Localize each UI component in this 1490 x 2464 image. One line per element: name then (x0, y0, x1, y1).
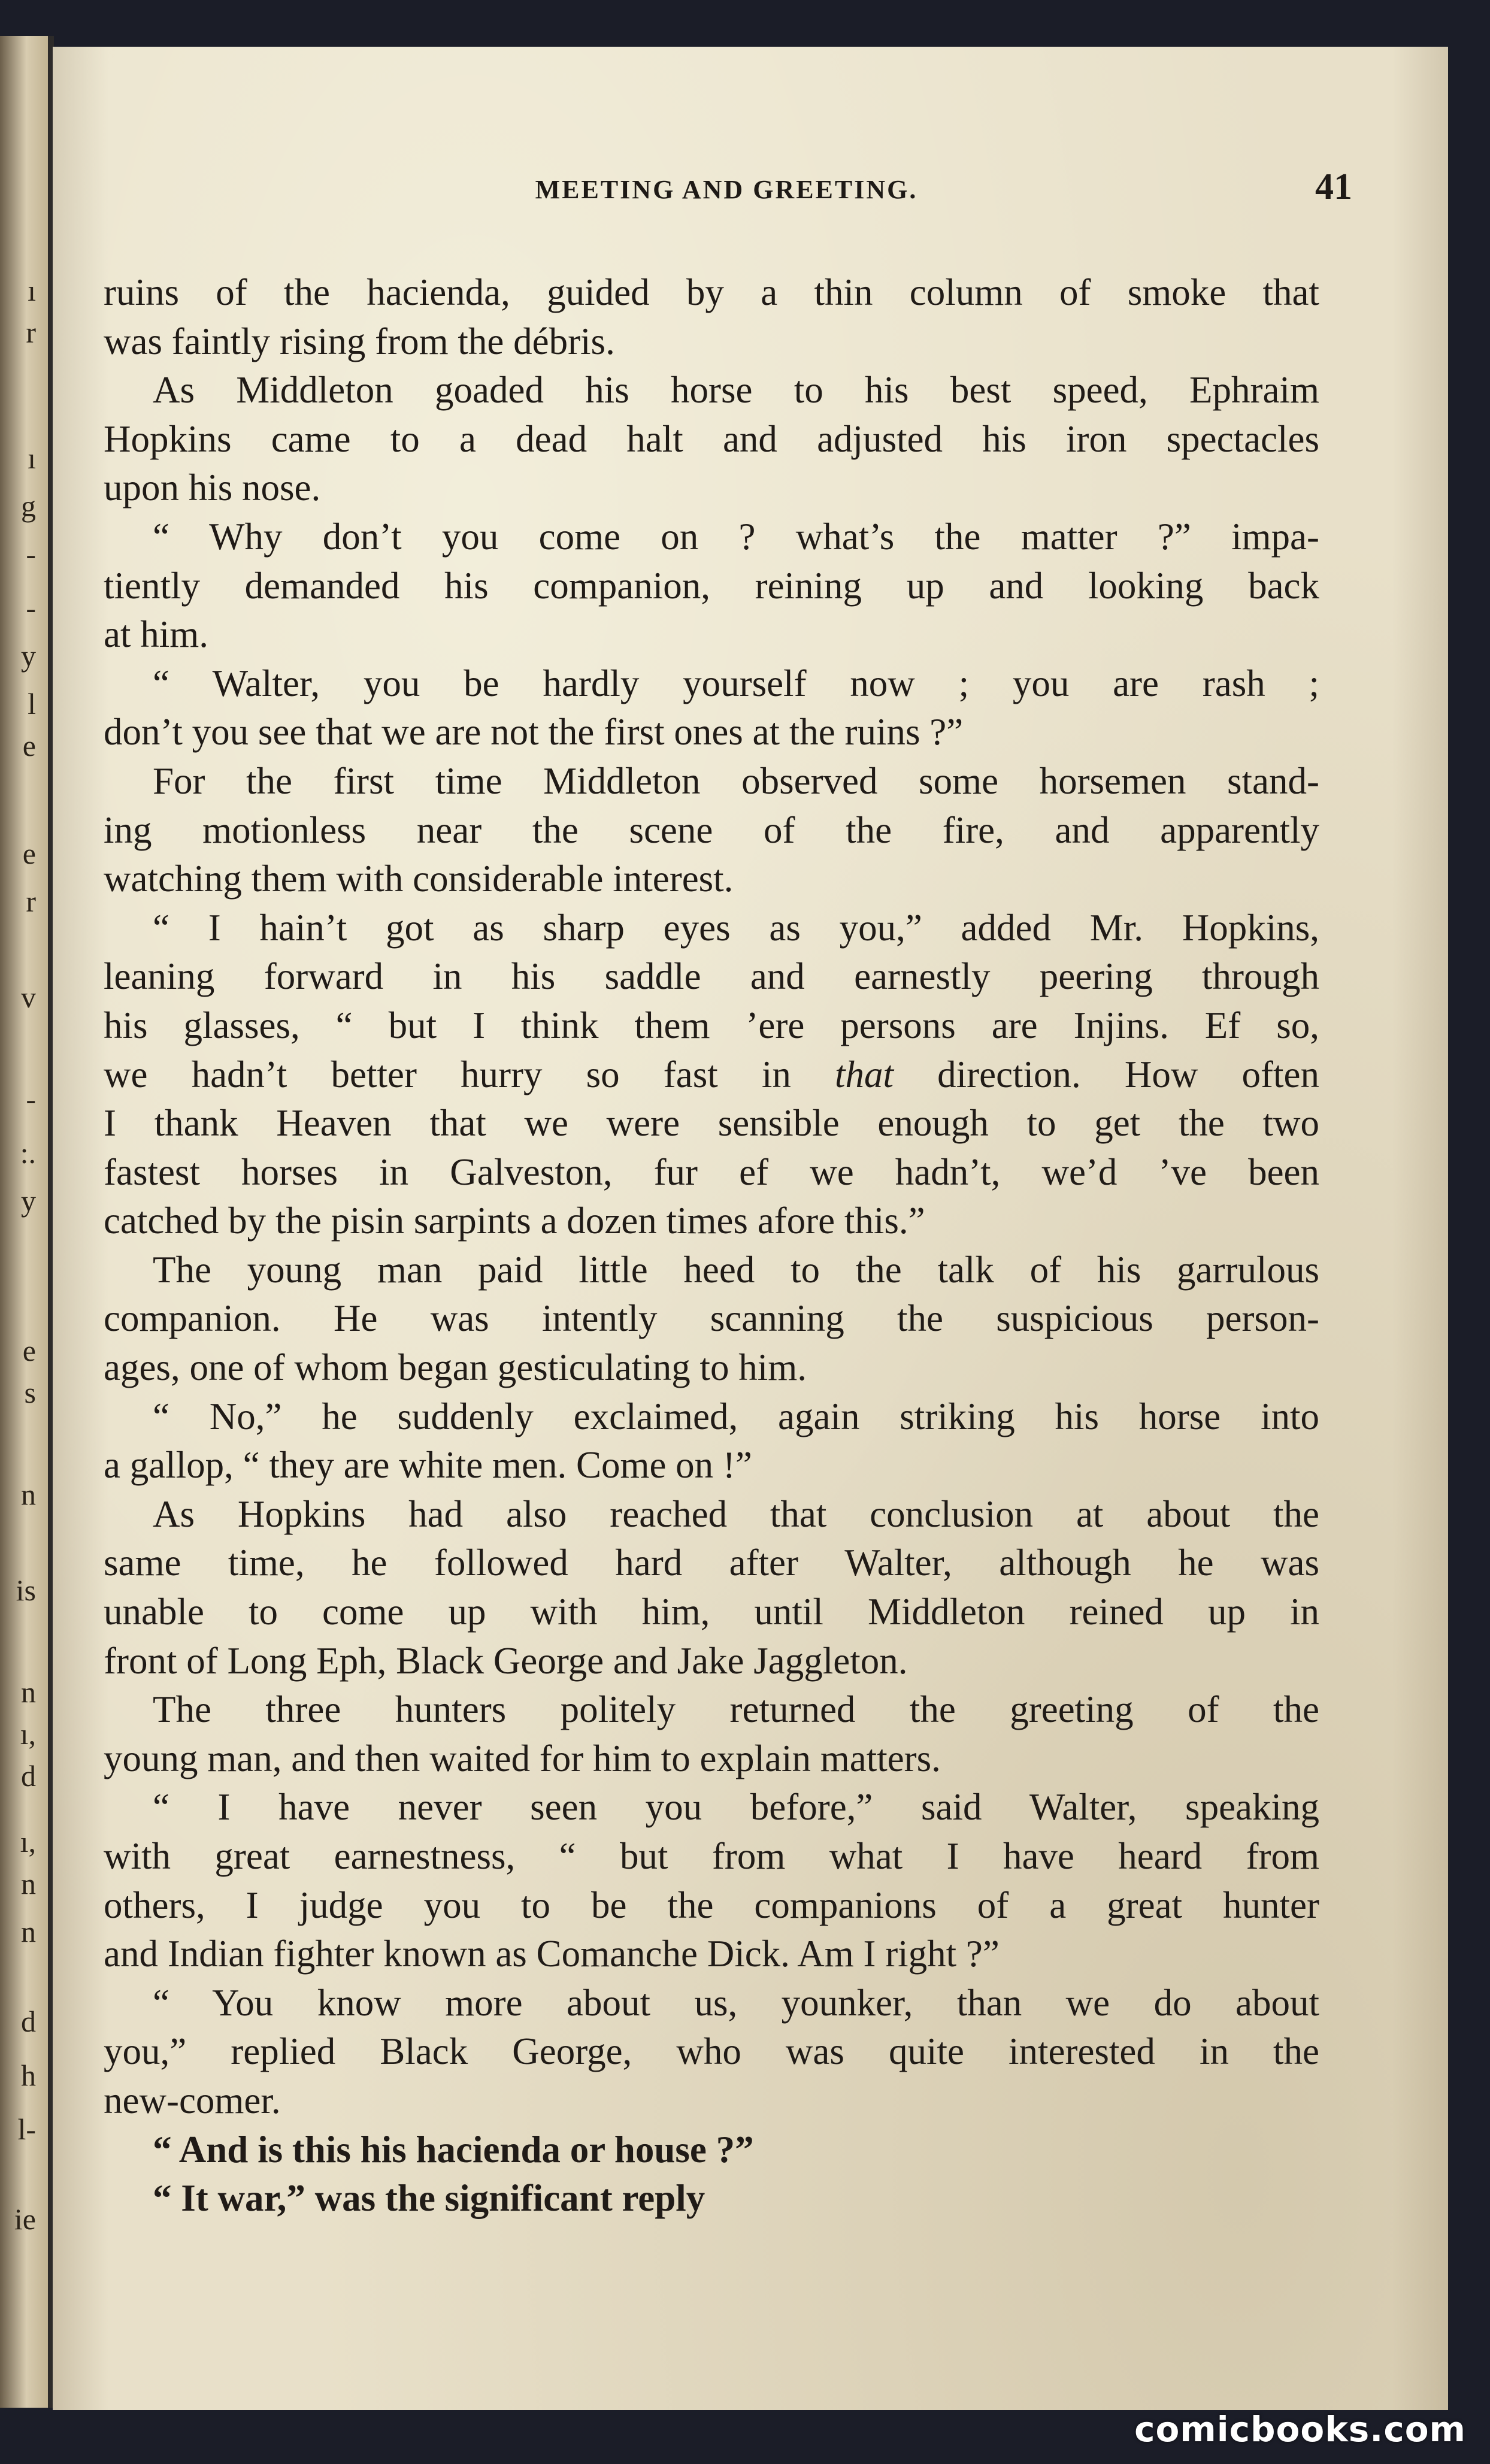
paragraph (104, 1246, 1319, 1393)
text-line: don’t you see that we are not the first ones at the ruins ?” (104, 711, 964, 753)
facing-page-fragment: ı (28, 274, 36, 307)
paragraph (104, 1490, 1319, 1685)
facing-page-fragment: d (21, 2005, 36, 2038)
text-line: For the first time Middleton observed some horsemen stand- (153, 759, 1319, 802)
text-line: a gallop, “ they are white men. Come on !” (104, 1444, 752, 1487)
facing-page-fragment: r (26, 316, 36, 349)
text-line: young man, and then waited for him to explain matters. (104, 1737, 941, 1779)
text-line: ing motionless near the scene of the fire, and apparently (104, 809, 1319, 851)
facing-page-fragment: ı, (20, 1717, 36, 1751)
facing-page-edge (0, 36, 48, 2408)
paragraph (104, 2126, 1319, 2175)
paragraph (104, 659, 1319, 757)
text-line: tiently demanded his companion, reining up and looking back (104, 564, 1319, 607)
facing-page-fragment: r (26, 885, 36, 918)
text-line: with great earnestness, “ but from what I have heard from (104, 1835, 1319, 1877)
facing-page-fragment: e (22, 729, 36, 762)
text-line: I thank Heaven that we were sensible enough to get the two (104, 1102, 1319, 1145)
text-line: and Indian fighter known as Comanche Dick. Am I right ?” (104, 1933, 1000, 1975)
text-line: Hopkins came to a dead halt and adjusted his iron spectacles (104, 417, 1319, 460)
facing-page-fragment: - (26, 1082, 36, 1116)
facing-page-fragment: v (21, 980, 36, 1014)
text-line: ruins of the hacienda, guided by a thin column of smoke that (104, 271, 1319, 313)
facing-page-fragment: l- (17, 2112, 36, 2146)
facing-page-fragment: ı (28, 441, 36, 475)
text-line: we hadn’t better hurry so fast in that direction. How often (104, 1053, 1319, 1095)
text-line: “ I hain’t got as sharp eyes as you,” added Mr. Hopkins, (153, 906, 1319, 949)
facing-page-fragment: - (26, 537, 36, 571)
text-line: at him. (104, 613, 208, 656)
facing-page-fragment: y (21, 1184, 36, 1218)
facing-page-fragment: d (21, 1759, 36, 1793)
text-line: watching them with considerable interest. (104, 858, 734, 900)
text-line: ages, one of whom began gesticulating to him. (104, 1346, 807, 1389)
watermark: comicbooks.com (1134, 2409, 1466, 2450)
text-line: upon his nose. (104, 467, 321, 509)
facing-page-fragment: s (24, 1376, 36, 1409)
facing-page-fragment: n (21, 1478, 36, 1511)
facing-page-fragment: l (28, 687, 36, 721)
text-line: unable to come up with him, until Middleton reined up in (104, 1591, 1319, 1633)
facing-page-fragment: n (21, 1915, 36, 1948)
page-header (101, 169, 1352, 205)
text-line: fastest horses in Galveston, fur ef we hadn’t, we’d ’ve been (104, 1151, 1319, 1193)
text-line: same time, he followed hard after Walter, although he was (104, 1542, 1319, 1584)
facing-page-fragment: ı, (20, 1825, 36, 1858)
text-line: The three hunters politely returned the greeting of the (153, 1688, 1319, 1731)
text-line: “ And is this his hacienda or house ?” (153, 2128, 754, 2171)
text-line: “ Walter, you be hardly yourself now ; you are rash ; (153, 662, 1319, 704)
text-line: The young man paid little heed to the talk of his garrulous (153, 1248, 1319, 1291)
facing-page-fragment: h (21, 2059, 36, 2092)
page-number: 41 (1315, 167, 1352, 207)
facing-page-fragment: e (22, 1334, 36, 1367)
text-line: “ No,” he suddenly exclaimed, again striking his horse into (153, 1395, 1319, 1437)
paragraph (104, 513, 1319, 659)
paragraph (104, 904, 1319, 1246)
facing-page-fragment: g (21, 489, 36, 523)
text-line: As Hopkins had also reached that conclusion at about the (153, 1493, 1319, 1535)
facing-page-fragment: :. (20, 1136, 36, 1170)
paragraph (104, 366, 1319, 513)
text-line: his glasses, “ but I think them ’ere persons are Injins. Ef so, (104, 1004, 1319, 1046)
facing-page-fragment: ie (14, 2202, 36, 2236)
paragraph (104, 268, 1319, 366)
facing-page-fragment: n (21, 1867, 36, 1900)
running-head: MEETING AND GREETING. (535, 175, 918, 204)
paragraph (104, 1393, 1319, 1490)
text-line: “ Why don’t you come on ? what’s the matter ?” impa- (153, 515, 1319, 558)
text-line: “ It war,” was the significant reply (153, 2177, 705, 2220)
text-line: “ You know more about us, younker, than we do about (153, 1981, 1319, 2024)
paragraph (104, 1685, 1319, 1783)
facing-page-fragment: y (21, 639, 36, 673)
page-body (104, 268, 1319, 2223)
paragraph (104, 1783, 1319, 1978)
facing-page-fragment: n (21, 1675, 36, 1709)
text-line: As Middleton goaded his horse to his best speed, Ephraim (153, 369, 1319, 411)
italic-word: that (835, 1053, 894, 1095)
paragraph (104, 757, 1319, 904)
text-line: others, I judge you to be the companions of a great hunter (104, 1884, 1319, 1926)
text-line: front of Long Eph, Black George and Jake Jaggleton. (104, 1639, 908, 1682)
text-line: new-comer. (104, 2079, 281, 2121)
text-line: leaning forward in his saddle and earnestly peering through (104, 955, 1319, 998)
facing-page-fragment: is (16, 1573, 36, 1607)
paragraph (104, 1979, 1319, 2126)
facing-page-fragment: - (26, 591, 36, 625)
text-line: companion. He was intently scanning the suspicious person- (104, 1297, 1319, 1340)
text-line: catched by the pisin sarpints a dozen times afore this.” (104, 1200, 925, 1242)
text-line: you,” replied Black George, who was quite interested in the (104, 2030, 1319, 2073)
book-page (53, 47, 1448, 2410)
facing-page-fragment: e (22, 837, 36, 870)
text-line: “ I have never seen you before,” said Walter, speaking (153, 1786, 1319, 1829)
text-line: was faintly rising from the débris. (104, 320, 615, 362)
paragraph (104, 2174, 1319, 2223)
